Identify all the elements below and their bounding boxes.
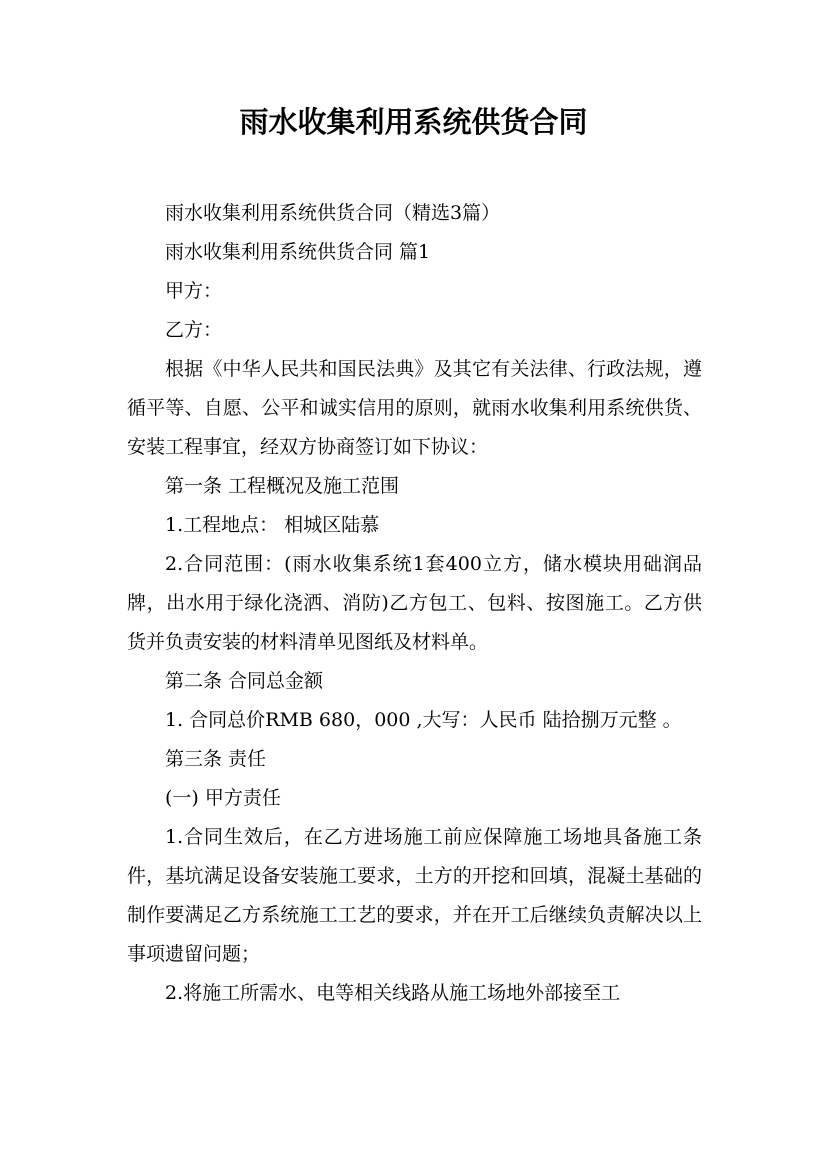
- document-body: [127, 194, 702, 1013]
- paragraph-article-3: 第三条 责任: [165, 748, 267, 770]
- paragraph-party-b: 乙方：: [165, 319, 223, 341]
- paragraph-location: 1.工程地点： 相城区陆慕: [165, 514, 380, 536]
- document-title: 雨水收集利用系统供货合同: [239, 105, 588, 139]
- paragraph-party-a: 甲方：: [165, 280, 223, 302]
- paragraph-duty-1: 1.合同生效后，在乙方进场施工前应保障施工场地具备施工条件，基坑满足设备安装施工要求，土方的开挖和回填，混凝土基础的制作要满足乙方系统施工工艺的要求，并在开工后继续负责解决以上事项遗留问题；: [127, 826, 702, 965]
- paragraph-scope: 2.合同范围：(雨水收集系统1套400立方，储水模块用础润品牌，出水用于绿化浇洒、消防)乙方包工、包料、按图施工。乙方供货并负责安装的材料清单见图纸及材料单。: [127, 553, 702, 653]
- paragraph-duty-2: 2.将施工所需水、电等相关线路从施工场地外部接至工: [165, 982, 621, 1004]
- paragraph-subtitle: 雨水收集利用系统供货合同（精选3篇）: [165, 202, 501, 224]
- paragraph-total-price: 1. 合同总价RMB 680，000 ,大写：人民币 陆拾捌万元整 。: [165, 709, 682, 731]
- paragraph-preamble: 根据《中华人民共和国民法典》及其它有关法律、行政法规，遵循平等、自愿、公平和诚实信用的原则，就雨水收集利用系统供货、安装工程事宜，经双方协商签订如下协议：: [127, 358, 702, 458]
- paragraph-section-heading: 雨水收集利用系统供货合同 篇1: [165, 241, 431, 263]
- paragraph-article-2: 第二条 合同总金额: [165, 670, 324, 692]
- paragraph-party-a-duties: (一) 甲方责任: [165, 787, 281, 809]
- paragraph-article-1: 第一条 工程概况及施工范围: [165, 475, 400, 497]
